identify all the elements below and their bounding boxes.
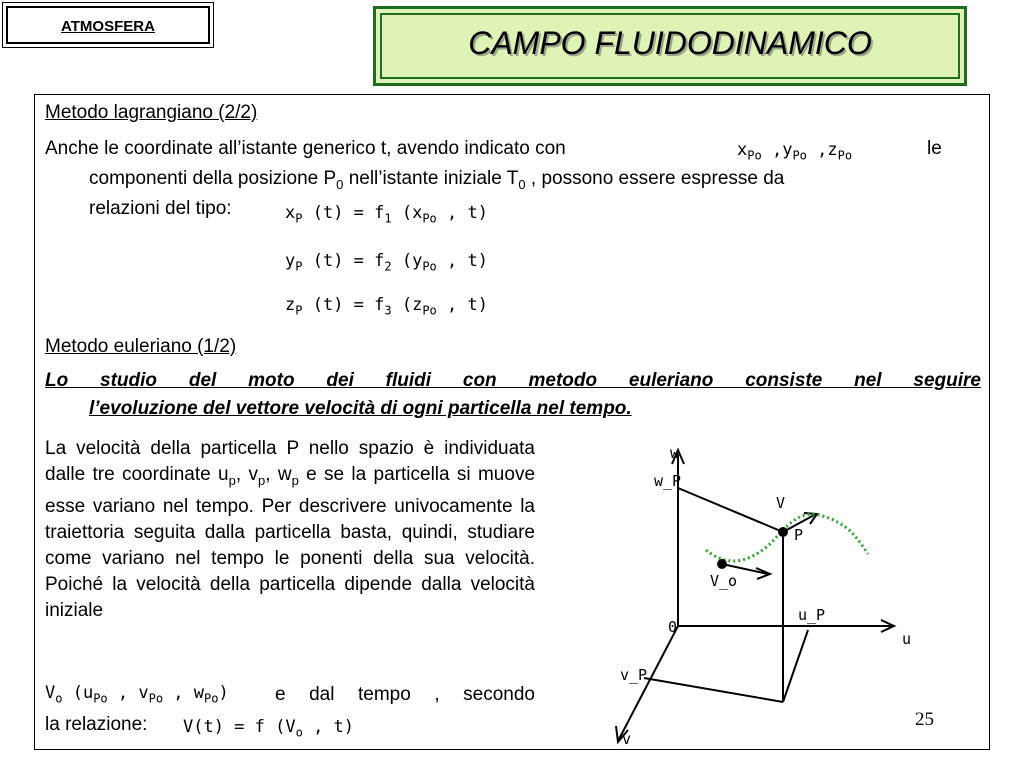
equation-x: $x_P$ $(t) = f_1$ ($x_{Po}$ , t): [285, 203, 488, 226]
label-w: w: [670, 444, 680, 462]
para-part-a: La velocità della particella P nello spazio è individuata dalle tre coordinate u: [45, 438, 535, 485]
lagrange-heading: Metodo lagrangiano (2/2): [45, 102, 258, 123]
label-v-axis: v: [622, 730, 632, 748]
lagrange-intro-end: le: [927, 138, 942, 159]
velocity-paragraph: [45, 436, 535, 624]
up-projection: [783, 630, 808, 702]
lagrange-intro-text: Anche le coordinate all’istante generico t, avendo indicato con: [45, 138, 566, 159]
sub-p-3: p: [291, 472, 299, 488]
para-part-b: , v: [235, 464, 258, 485]
point-p0: [717, 559, 727, 569]
para-part-d: e se la particella si muove esse variano nel tempo. Per descrivere univocamente la traiettoria seguita dalla particella basta, quindi, studiare come variano nel tempo le ponenti della sua velocità. Poiché la velocità della particella dipende dalla velocità iniziale: [45, 464, 536, 621]
equation-y: $y_P$ $(t) = f_2$ ($y_{Po}$ , t): [285, 251, 488, 274]
page-title: CAMPO FLUIDODINAMICO: [468, 24, 872, 61]
relation-formula: V(t) = f ($V_o$ , t): [183, 717, 355, 740]
label-p: P: [794, 526, 804, 544]
lagrange-line2: [89, 165, 784, 199]
section-tag-label: ATMOSFERA: [61, 18, 155, 35]
title-box: [373, 6, 967, 86]
lagrange-intro: [45, 135, 566, 163]
label-vp: v_P: [620, 666, 648, 684]
sub-zero-2: 0: [518, 176, 526, 192]
para-relation-label: la relazione:: [45, 714, 148, 735]
label-v0: V_o: [710, 572, 738, 590]
line2-part-c: , possono essere espresse da: [530, 168, 785, 189]
line2-part-b: nell’istante iniziale T: [348, 168, 519, 189]
initial-coords-formula: $x_{Po}$ $,y_{Po}$ $,z_{Po}$: [737, 140, 853, 163]
euler-statement-line1: Lo studio del moto dei fluidi con metodo euleriano consiste nel seguire: [45, 370, 981, 391]
label-up: u_P: [798, 606, 826, 624]
euler-heading: Metodo euleriano (1/2): [45, 336, 237, 357]
wp-projection: [678, 488, 786, 532]
lagrange-line3: relazioni del tipo:: [89, 198, 232, 219]
initial-velocity-formula: $V_o$ ($u_{Po}$ , $v_{Po}$ , $w_{Po}$): [45, 683, 229, 706]
sub-p-1: p: [228, 472, 236, 488]
label-v: V: [776, 494, 786, 512]
para-time-text: e dal tempo , secondo: [275, 684, 535, 705]
sub-zero-1: 0: [336, 176, 344, 192]
page-number: 25: [915, 709, 934, 730]
vp-projection: [644, 678, 783, 702]
label-u: u: [902, 630, 912, 648]
para-part-c: , w: [265, 464, 292, 485]
euler-statement: [45, 367, 981, 423]
euler-statement-line2: l’evoluzione del vettore velocità di ogni particella nel tempo.: [89, 398, 632, 419]
sub-p-2: p: [257, 472, 266, 488]
line2-part-a: componenti della posizione P: [89, 168, 337, 189]
label-wp: w_P: [654, 472, 682, 490]
euler-axes-diagram: [598, 436, 916, 750]
equation-z: $z_P$ $(t) = f_3$ ($z_{Po}$ , t): [285, 295, 488, 318]
label-origin: 0: [668, 618, 678, 636]
trajectory-curve: [706, 514, 868, 561]
section-tag: [2, 2, 214, 48]
point-p: [778, 527, 788, 537]
